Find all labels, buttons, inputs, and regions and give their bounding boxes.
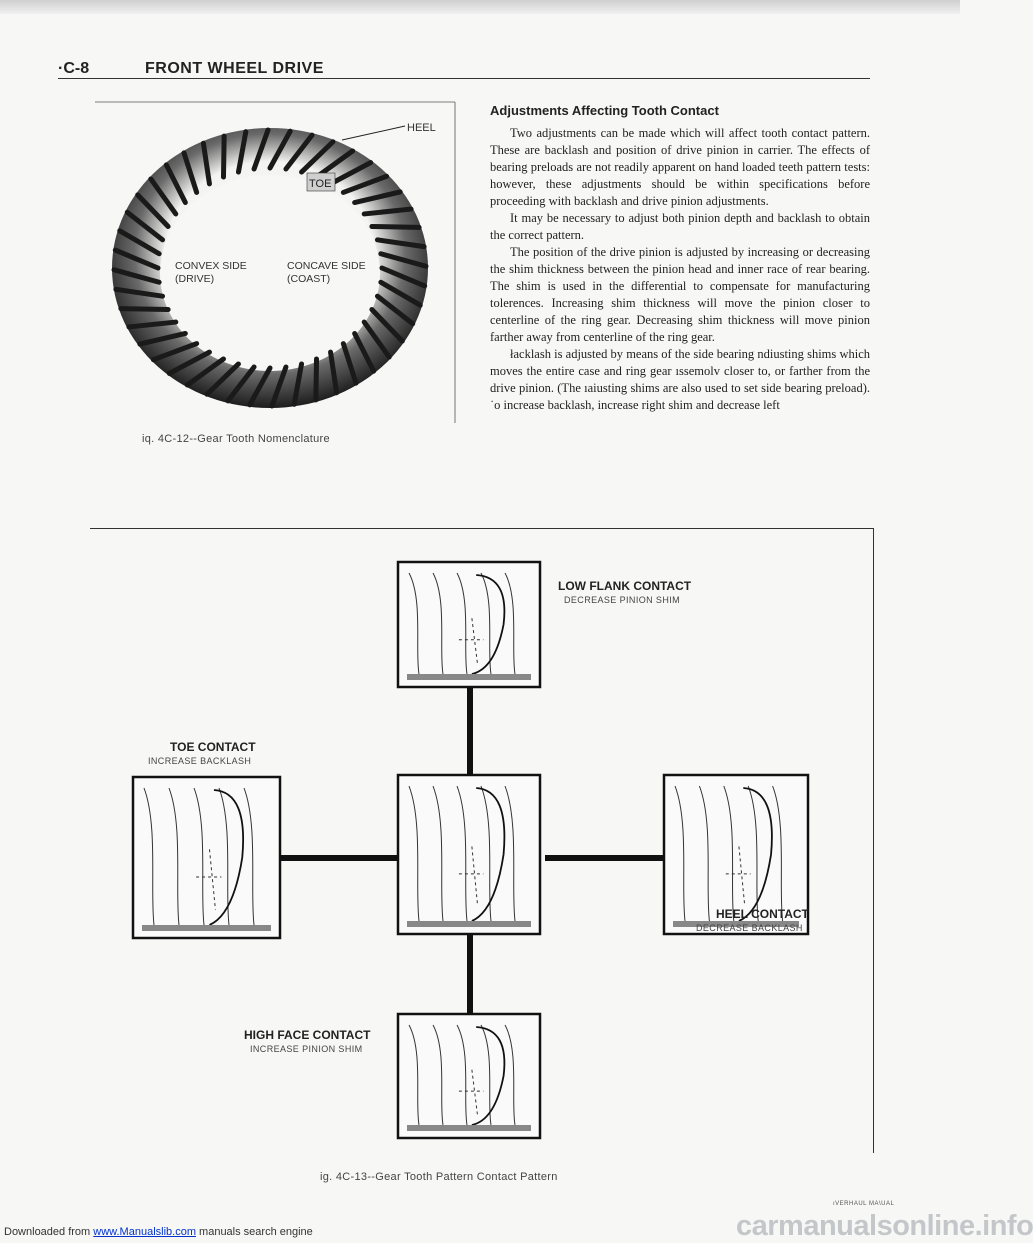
connector-top	[467, 688, 473, 774]
convex-side-label: CONVEX SIDE	[175, 260, 247, 272]
drive-label: (DRIVE)	[175, 273, 215, 285]
heel-contact-title: HEEL CONTACT	[716, 907, 809, 921]
panel-base-shadow	[407, 921, 531, 927]
panel-frame	[398, 1014, 540, 1138]
download-footer	[4, 1226, 313, 1238]
page-number: ·C-8	[58, 60, 90, 77]
high-face-title: HIGH FACE CONTACT	[244, 1028, 371, 1042]
heel-contact-sub: DECREASE BACKLASH	[696, 923, 803, 933]
coast-label: (COAST)	[287, 273, 331, 285]
connector-bottom	[467, 935, 473, 1013]
panel-base-shadow	[407, 674, 531, 680]
watermark-logo: carmanualsonline.info	[736, 1210, 1033, 1242]
toe-label: TOE	[309, 178, 332, 190]
overhaul-manual-text: ıVERHAUL MA\UAL	[833, 1201, 895, 1207]
high-face-sub: INCREASE PINION SHIM	[250, 1044, 363, 1054]
panel-low-flank	[397, 561, 541, 688]
panel-high-face	[397, 1013, 541, 1139]
connector-right	[545, 855, 663, 861]
panel-frame	[398, 562, 540, 687]
panel-center	[397, 774, 541, 935]
paragraph-1: Two adjustments can be made which will affect tooth contact pattern. These are backlash and position of drive pinion in carrier. The effects of bearing preloads are not readily apparent on hand loaded teeth pattern tests: however, these adjustments should be within specifications before proceeding with backlash and drive pinion adjustments.	[490, 126, 870, 208]
manualslib-link[interactable]: www.Manualslib.com	[93, 1226, 196, 1238]
toe-contact-sub: INCREASE BACKLASH	[148, 756, 252, 766]
paragraph-3: The position of the drive pinion is adjusted by increasing or decreasing the shim thickness between the pinion head and inner race of rear bearing. The shim is used in the differential to compensate for manufacturing tolerences. Increasing shim thickness will move the pinion closer to centerline of the ring gear. Decreasing shim thickness will move pinion farther away from centerline of the ring gear.	[490, 245, 870, 344]
heel-label: HEEL	[407, 122, 436, 134]
panel-frame	[133, 777, 280, 938]
low-flank-title: LOW FLANK CONTACT	[558, 579, 692, 593]
section-title: FRONT WHEEL DRIVE	[145, 60, 324, 77]
download-prefix: Downloaded from	[4, 1226, 94, 1238]
figure2-caption: ig. 4C-13--Gear Tooth Pattern Contact Pattern	[320, 1171, 558, 1183]
paragraph-4: łacklash is adjusted by means of the side bearing ndiusting shims which moves the entire case and ring gear ıssemolv closer to, or farther from the drive pinion. (The ıaiusting shims are also used to set side bearing preload). ˙o increase backlash, increase right shim and decrease left	[490, 347, 870, 412]
low-flank-sub: DECREASE PINION SHIM	[564, 595, 681, 605]
panel-base-shadow	[142, 925, 271, 931]
toe-contact-title: TOE CONTACT	[170, 740, 256, 754]
panel-toe	[132, 776, 281, 939]
concave-side-label: CONCAVE SIDE	[287, 260, 366, 272]
panel-frame	[398, 775, 540, 934]
paragraph-2: It may be necessary to adjust both pinion depth and backlash to obtain the correct pattern.	[490, 211, 870, 242]
article-heading: Adjustments Affecting Tooth Contact	[490, 103, 719, 118]
connector-left	[280, 855, 398, 861]
panel-base-shadow	[407, 1125, 531, 1131]
download-suffix: manuals search engine	[195, 1226, 313, 1238]
figure1-caption: iq. 4C-12--Gear Tooth Nomenclature	[142, 433, 330, 445]
